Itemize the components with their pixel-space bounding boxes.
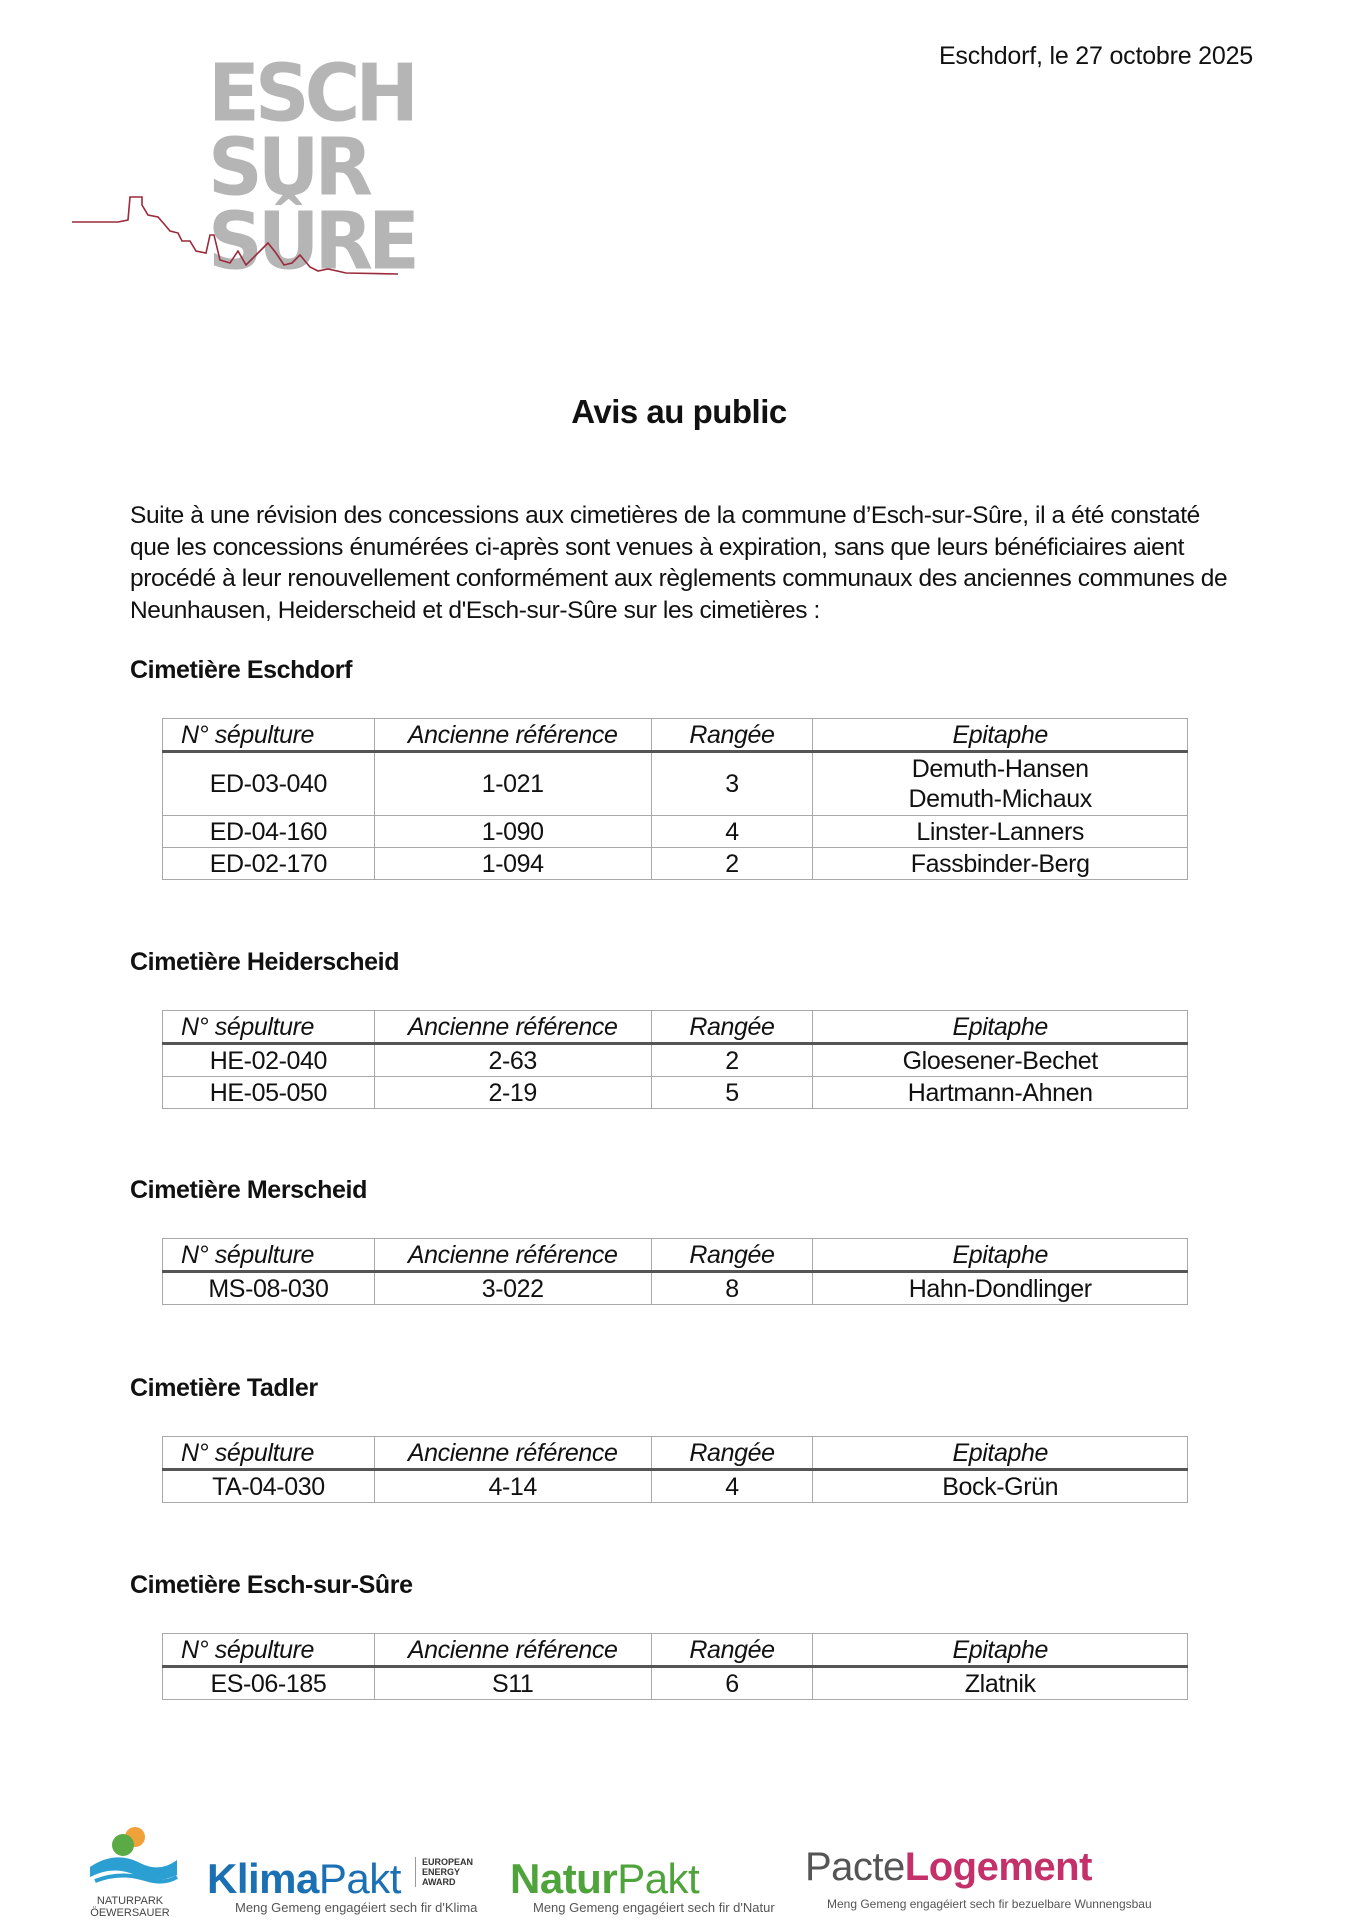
header-epitaph: Epitaphe [813, 1011, 1188, 1044]
header-ref: Ancienne référence [374, 719, 651, 752]
header-epitaph: Epitaphe [813, 1239, 1188, 1272]
cell-row: 4 [651, 816, 813, 848]
table-heiderscheid [162, 1010, 1188, 1109]
table-row [163, 1077, 1188, 1109]
section-title-heiderscheid: Cimetière Heiderscheid [130, 948, 400, 976]
table-eschdorf [162, 718, 1188, 880]
header-ref: Ancienne référence [374, 1011, 651, 1044]
table-row [163, 848, 1188, 880]
epitaph-line: Demuth-Hansen [911, 755, 1089, 783]
header-row: Rangée [651, 719, 813, 752]
table-row [163, 1272, 1188, 1305]
table-row [163, 1470, 1188, 1503]
header-row: Rangée [651, 1634, 813, 1667]
section-title-esch-sur-sure: Cimetière Esch-sur-Sûre [130, 1571, 413, 1599]
cell-epitaph: Hartmann-Ahnen [813, 1077, 1188, 1109]
header-no: N° sépulture [163, 1634, 375, 1667]
klimapakt-tagline: Meng Gemeng engagéiert sech fir d'Klima [235, 1900, 478, 1915]
cell-no: MS-08-030 [163, 1272, 375, 1305]
naturpark-logo-icon [85, 1815, 180, 1895]
cell-row: 8 [651, 1272, 813, 1305]
naturpakt-tagline: Meng Gemeng engagéiert sech fir d'Natur [533, 1900, 775, 1915]
table-tadler [162, 1436, 1188, 1503]
cell-row: 5 [651, 1077, 813, 1109]
logo-word-esch: ESCH [208, 45, 415, 140]
table-row [163, 1667, 1188, 1700]
cell-epitaph: Bock-Grün [813, 1470, 1188, 1503]
intro-paragraph: Suite à une révision des concessions aux cimetières de la commune d’Esch-sur-Sûre, il a été constaté que les concessions énumérées ci-après sont venues à expiration, sans que leurs bénéficiaires aient procédé à leur renouvellement conformément aux règlements communaux des anciennes communes de Neunhausen, Heiderscheid et d'Esch-sur-Sûre sur les cimetières : [130, 502, 1228, 624]
energy-award-badge: EUROPEAN ENERGY AWARD [415, 1857, 473, 1887]
header-epitaph: Epitaphe [813, 1437, 1188, 1470]
cell-no: ES-06-185 [163, 1667, 375, 1700]
cell-epitaph: Linster-Lanners [813, 816, 1188, 848]
header-ref: Ancienne référence [374, 1239, 651, 1272]
table-esch-sur-sure [162, 1633, 1188, 1700]
cell-no: TA-04-030 [163, 1470, 375, 1503]
cell-row: 2 [651, 848, 813, 880]
cell-no: HE-05-050 [163, 1077, 375, 1109]
logo-word-sure: SÛRE [208, 193, 415, 288]
header-epitaph: Epitaphe [813, 719, 1188, 752]
cell-ref: 2-63 [374, 1044, 651, 1077]
header-row: Rangée [651, 1011, 813, 1044]
page-title: Avis au public [571, 393, 787, 430]
cell-no: ED-02-170 [163, 848, 375, 880]
header-no: N° sépulture [163, 1437, 375, 1470]
naturpark-text: NATURPARK ÖEWERSAUER [90, 1895, 170, 1919]
footer-logos [85, 1815, 1185, 1919]
section-title-eschdorf: Cimetière Eschdorf [130, 656, 353, 684]
cell-ref: S11 [374, 1667, 651, 1700]
cell-epitaph: Zlatnik [813, 1667, 1188, 1700]
cell-epitaph: Fassbinder-Berg [813, 848, 1188, 880]
header-epitaph: Epitaphe [813, 1634, 1188, 1667]
header-row: Rangée [651, 1239, 813, 1272]
cell-row: 2 [651, 1044, 813, 1077]
cell-no: HE-02-040 [163, 1044, 375, 1077]
table-row [163, 816, 1188, 848]
header-row: Rangée [651, 1437, 813, 1470]
cell-no: ED-03-040 [163, 752, 375, 816]
epitaph-line: Demuth-Michaux [908, 785, 1092, 813]
header-ref: Ancienne référence [374, 1634, 651, 1667]
klimapakt-logo: KlimaPakt [207, 1855, 401, 1902]
cell-epitaph [813, 752, 1188, 816]
cell-ref: 3-022 [374, 1272, 651, 1305]
pacte-logement-tagline: Meng Gemeng engagéiert sech fir bezuelbare Wunnengsbau [827, 1897, 1152, 1911]
naturpakt-logo: NaturPakt [510, 1855, 700, 1902]
header-no: N° sépulture [163, 1239, 375, 1272]
table-merscheid [162, 1238, 1188, 1305]
cell-row: 6 [651, 1667, 813, 1700]
header-ref: Ancienne référence [374, 1437, 651, 1470]
header-no: N° sépulture [163, 719, 375, 752]
cell-row: 4 [651, 1470, 813, 1503]
cell-epitaph: Hahn-Dondlinger [813, 1272, 1188, 1305]
date-line: Eschdorf, le 27 octobre 2025 [938, 42, 1253, 70]
table-row [163, 752, 1188, 816]
cell-epitaph: Gloesener-Bechet [813, 1044, 1188, 1077]
header-no: N° sépulture [163, 1011, 375, 1044]
section-title-tadler: Cimetière Tadler [130, 1374, 318, 1402]
logo-word-sur: SUR [208, 119, 368, 214]
section-title-merscheid: Cimetière Merscheid [130, 1176, 367, 1204]
cell-ref: 2-19 [374, 1077, 651, 1109]
cell-ref: 4-14 [374, 1470, 651, 1503]
table-row [163, 1044, 1188, 1077]
cell-ref: 1-090 [374, 816, 651, 848]
cell-ref: 1-094 [374, 848, 651, 880]
pacte-logement-logo: PacteLogement [805, 1845, 1092, 1889]
commune-logo [70, 45, 415, 288]
cell-ref: 1-021 [374, 752, 651, 816]
cell-row: 3 [651, 752, 813, 816]
cell-no: ED-04-160 [163, 816, 375, 848]
skyline-line-icon [70, 55, 400, 285]
